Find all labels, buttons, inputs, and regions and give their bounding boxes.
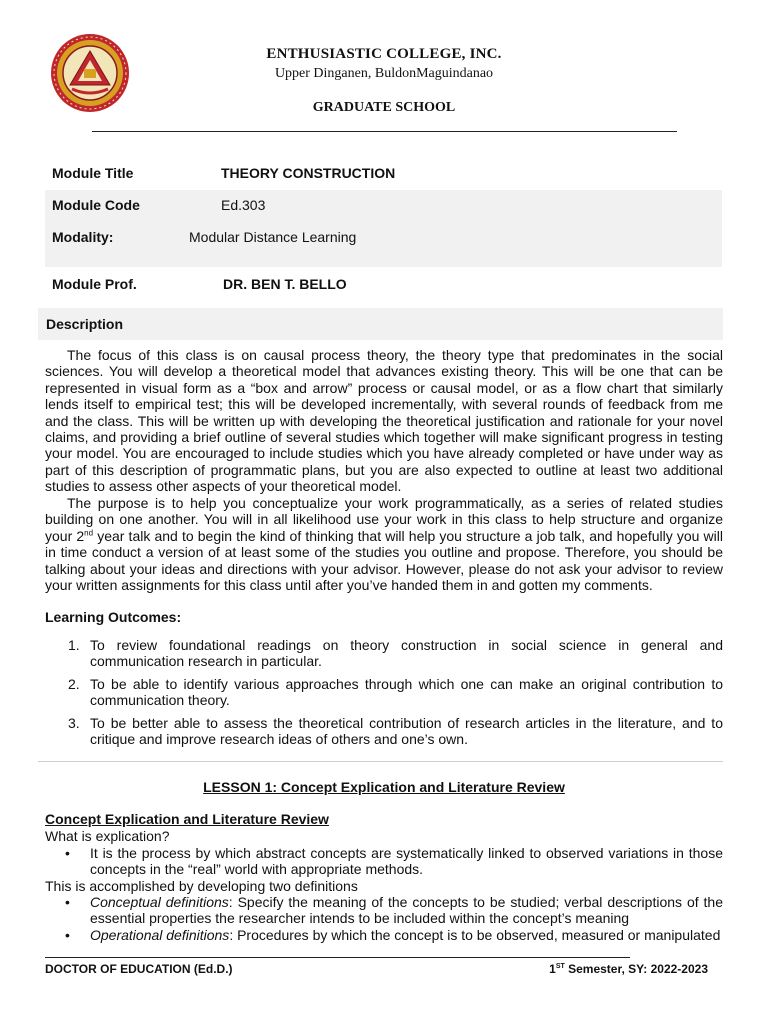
school-name: GRADUATE SCHOOL (312, 100, 456, 115)
description-paragraph-2 (45, 495, 723, 593)
semester-ordinal: ST (555, 963, 565, 970)
module-prof-value: DR. BEN T. BELLO (223, 276, 347, 292)
bullet-icon: • (65, 894, 70, 910)
outcome-text: To review foundational readings on theory construction in social science in general and communication research in particular. (90, 637, 723, 670)
modality-label: Modality: (52, 229, 114, 245)
module-code-label: Module Code (52, 197, 140, 213)
college-address: Upper Dinganen, BuldonMaguindanao (274, 66, 494, 81)
lesson-title-text: LESSON 1: Concept Explication and Literature Review (203, 779, 565, 795)
lesson-subtitle: Concept Explication and Literature Review (45, 811, 329, 827)
module-code-value: Ed.303 (221, 197, 266, 213)
paragraph-2-part-a: The purpose is to help you conceptualize your work programmatically, as a series of related studies building on one another. You will in all likelihood use your work in this class to help structure and organize your 2 (45, 495, 723, 544)
conceptual-definitions-term: Conceptual definitions (90, 894, 229, 910)
bullet-icon: • (65, 927, 70, 943)
definitions-intro: This is accomplished by developing two definitions (45, 878, 358, 894)
paragraph-2-part-b: year talk and to begin the kind of thinking that will help you structure a job talk, and hopefully you will in time conduct a version of at least some of the studies you outline and propose. Therefore, you should be talking about your ideas and directions with your advisor. However, please do not ask your advisor to review your written assignments for this class until after you’ve handed them in and gotten my comments. (45, 527, 723, 594)
description-heading: Description (46, 316, 124, 332)
module-prof-row (45, 267, 722, 301)
semester-number: 1 (549, 962, 556, 976)
outcome-text: To be better able to assess the theoretical contribution of research articles in the literature, and to critique and improve research ideas of others and one’s own. (90, 715, 723, 748)
module-title-label: Module Title (52, 165, 134, 181)
section-divider (38, 761, 723, 762)
bullet-text: : Specify the meaning of the concepts to be studied; verbal descriptions of the essential properties the researcher intends to be included within the concept’s meaning (90, 894, 723, 927)
module-code-row (45, 190, 722, 221)
description-heading-bar (38, 308, 723, 340)
modality-row (45, 221, 722, 267)
outcome-item (68, 676, 723, 709)
learning-outcomes-title: Learning Outcomes: (45, 609, 182, 625)
module-title-value: THEORY CONSTRUCTION (221, 165, 396, 181)
lesson-title (0, 779, 768, 795)
outcome-number: 1. (68, 637, 80, 653)
module-title-row (45, 156, 722, 190)
explication-question: What is explication? (45, 828, 170, 844)
college-name: ENTHUSIASTIC COLLEGE, INC. (266, 46, 502, 62)
college-seal-logo (50, 33, 130, 113)
outcome-item (68, 715, 723, 748)
outcome-number: 3. (68, 715, 80, 731)
description-paragraph-1: The focus of this class is on causal process theory, the theory type that predominates in the social sciences. You will develop a theoretical model that advances existing theory. This will be one that can be represented in visual form as a “box and arrow” process or causal model, or as a flow chart that similarly lends itself to empirical test; this will be developed incrementally, with several rounds of feedback from me and the class. This will be written up with developing the theoretical justification and rationale for your novel claims, and providing a brief outline of several studies which together will make significant progress in testing your model. You are encouraged to include studies which you have already completed or have under way as part of this description of programmatic plans, but you are also expected to outline at least two additional studies to assess other aspects of your theoretical model. (45, 347, 723, 495)
operational-definitions-term: Operational definitions (90, 927, 230, 943)
footer-program: DOCTOR OF EDUCATION (Ed.D.) (45, 962, 233, 976)
semester-text: Semester, SY: 2022-2023 (564, 962, 708, 976)
modality-value: Modular Distance Learning (189, 229, 357, 245)
bullet-item (65, 894, 723, 927)
header-divider (92, 131, 677, 132)
bullet-item (65, 927, 723, 943)
outcome-number: 2. (68, 676, 80, 692)
footer-semester (549, 962, 708, 976)
bullet-text: : Procedures by which the concept is to be observed, measured or manipulated (229, 927, 721, 943)
outcome-item (68, 637, 723, 670)
bullet-item (65, 845, 723, 878)
bullet-text: It is the process by which abstract concepts are systematically linked to observed variations in those concepts in the “real” world with appropriate methods. (90, 845, 723, 878)
outcome-text: To be able to identify various approaches through which one can make an original contribution to communication theory. (90, 676, 723, 709)
ordinal-suffix: nd (84, 528, 94, 538)
footer-divider (45, 957, 630, 958)
module-prof-label: Module Prof. (52, 276, 137, 292)
bullet-icon: • (65, 845, 70, 861)
